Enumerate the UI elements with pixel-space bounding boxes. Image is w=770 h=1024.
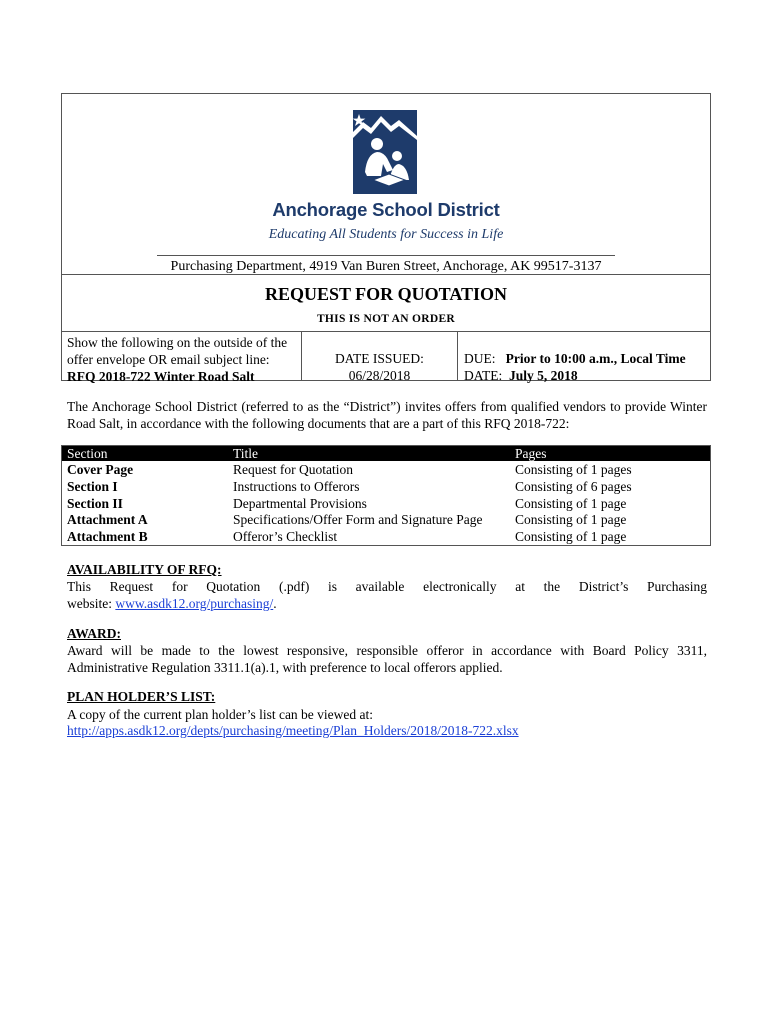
- col-header-title: Title: [233, 446, 259, 461]
- due-label: DUE:: [464, 351, 496, 366]
- row-section: Attachment B: [67, 529, 148, 544]
- divider-info: [61, 331, 711, 332]
- department-address: Purchasing Department, 4919 Van Buren Street, Anchorage, AK 99517-3137: [170, 259, 602, 274]
- row-section: Section I: [67, 479, 118, 494]
- envelope-rfq-subject: RFQ 2018-722 Winter Road Salt: [67, 369, 255, 384]
- org-name: Anchorage School District: [272, 199, 500, 220]
- award-line-2: Administrative Regulation 3311.1(a).1, with preference to local offerors applied.: [67, 660, 503, 675]
- date-issued-cell: [302, 350, 457, 384]
- envelope-line-2: offer envelope OR email subject line:: [67, 352, 270, 367]
- due-cell: [464, 350, 709, 384]
- address-rule: [157, 255, 615, 256]
- row-pages: Consisting of 1 page: [515, 496, 627, 511]
- row-title: Departmental Provisions: [233, 496, 367, 511]
- row-section: Cover Page: [67, 462, 134, 477]
- col-header-section: Section: [67, 446, 108, 461]
- row-title: Specifications/Offer Form and Signature Page: [233, 512, 483, 527]
- org-tagline: Educating All Students for Success in Life: [268, 227, 504, 242]
- row-pages: Consisting of 1 page: [515, 529, 627, 544]
- purchasing-website-link[interactable]: www.asdk12.org/purchasing/: [115, 596, 274, 611]
- date-issued-value: 06/28/2018: [348, 368, 411, 383]
- availability-line-2: [67, 595, 707, 612]
- availability-suffix: .: [273, 596, 277, 611]
- envelope-instructions: [67, 334, 297, 385]
- col-header-pages: Pages: [515, 446, 547, 461]
- plan-holders-link-line: [67, 722, 707, 739]
- info-divider-2: [457, 331, 458, 381]
- row-title: Offeror’s Checklist: [233, 529, 338, 544]
- row-section: Attachment A: [67, 512, 148, 527]
- plan-holders-link[interactable]: http://apps.asdk12.org/depts/purchasing/meeting/Plan_Holders/2018/2018-722.xlsx: [67, 723, 519, 738]
- due-value: Prior to 10:00 a.m., Local Time: [505, 351, 686, 366]
- row-pages: Consisting of 6 pages: [515, 479, 632, 494]
- date-issued-label: DATE ISSUED:: [335, 351, 424, 366]
- page-title: REQUEST FOR QUOTATION: [264, 284, 508, 304]
- plan-holders-heading: PLAN HOLDER’S LIST:: [67, 689, 216, 704]
- plan-holders-text: A copy of the current plan holder’s list can be viewed at:: [67, 707, 374, 722]
- row-section: Section II: [67, 496, 123, 511]
- due-date-value: July 5, 2018: [509, 368, 578, 383]
- row-title: Instructions to Offerors: [233, 479, 360, 494]
- intro-paragraph: The Anchorage School District (referred to as the “District”) invites offers from qualified vendors to provide Winter Road Salt, in accordance with the following documents that are a part of this RFQ 2018-722:: [67, 399, 707, 431]
- availability-line-1: This Request for Quotation (.pdf) is available electronically at the District’s Purchasing: [67, 579, 707, 594]
- due-date-label: DATE:: [464, 368, 503, 383]
- award-line-1: Award will be made to the lowest responsive, responsible offeror in accordance with Board Policy 3311,: [67, 643, 707, 658]
- documents-table-header: [62, 446, 710, 461]
- award-heading: AWARD:: [67, 626, 121, 641]
- row-title: Request for Quotation: [233, 462, 353, 477]
- availability-prefix: website:: [67, 596, 116, 611]
- district-logo-icon: [353, 110, 417, 194]
- envelope-line-1: Show the following on the outside of the: [67, 335, 288, 350]
- page-subtitle: THIS IS NOT AN ORDER: [316, 313, 456, 325]
- row-pages: Consisting of 1 page: [515, 512, 627, 527]
- availability-heading: AVAILABILITY OF RFQ:: [67, 562, 222, 577]
- row-pages: Consisting of 1 pages: [515, 462, 632, 477]
